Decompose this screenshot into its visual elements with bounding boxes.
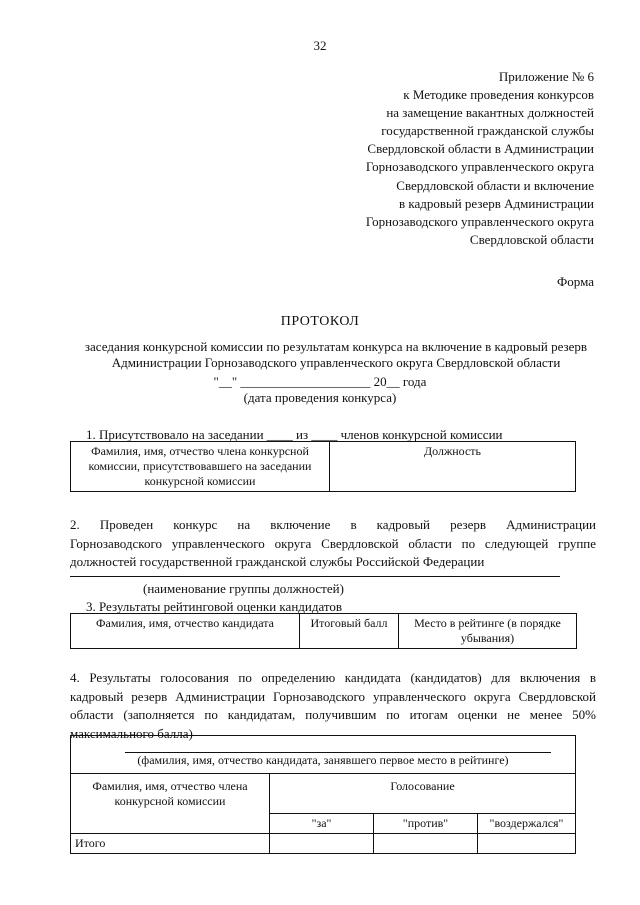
attendance-col-position: Должность xyxy=(330,442,576,492)
subtitle-line: Администрации Горнозаводского управленческого округа Свердловской области xyxy=(111,354,561,370)
section1-heading: 1. Присутствовало на заседании ____ из ____ членов конкурсной комиссии xyxy=(86,427,503,442)
attendance-table xyxy=(70,441,576,492)
section2-line: должностей государственной гражданской службы Российской Федерации xyxy=(70,554,485,569)
appendix-line: Приложение № 6 xyxy=(498,69,594,84)
voting-table xyxy=(70,735,576,854)
section3-heading: 3. Результаты рейтинговой оценки кандидатов xyxy=(86,599,343,614)
voting-col-header: Голосование xyxy=(270,774,576,814)
section4-line: области (заполняется по кандидатам, получившим по итогам оценки не менее 50% xyxy=(70,707,596,722)
rating-table xyxy=(70,613,577,649)
appendix-line: Свердловской области и включение xyxy=(396,177,594,193)
position-group-fill-line xyxy=(70,575,560,577)
candidate-caption: (фамилия, имя, отчество кандидата, занявшего первое место в рейтинге) xyxy=(137,753,509,767)
document-subtitle xyxy=(76,339,596,370)
vote-against-header: "против" xyxy=(374,814,478,834)
vote-for-header: "за" xyxy=(270,814,374,834)
date-field: "__" ____________________ 20__ года xyxy=(213,374,427,389)
section2-text xyxy=(70,516,596,572)
attendance-col-name: Фамилия, имя, отчество члена конкурсной комиссии, присутствовавшего на заседании конкурсной комиссии xyxy=(71,442,330,492)
section2-line: 2. Проведен конкурс на включение в кадровый резерв Администрации xyxy=(70,517,596,532)
section4-line: максимального балла) xyxy=(70,725,193,741)
appendix-line: Горнозаводского управленческого округа xyxy=(365,159,594,175)
form-label: Форма xyxy=(557,274,594,289)
appendix-header xyxy=(366,68,594,249)
appendix-line: Горнозаводского управленческого округа xyxy=(365,213,594,229)
appendix-line: Свердловской области в Администрации xyxy=(367,141,594,157)
subtitle-line: заседания конкурсной комиссии по результатам конкурса на включение в кадровый резерв xyxy=(84,339,588,354)
position-group-caption: (наименование группы должностей) xyxy=(143,581,344,596)
total-against xyxy=(374,834,478,854)
total-label: Итого xyxy=(71,834,270,854)
section4-line: 4. Результаты голосования по определению кандидата (кандидатов) для включения в xyxy=(70,670,596,685)
candidate-fill-line xyxy=(125,746,551,753)
section4-text xyxy=(70,669,596,743)
rating-col-name: Фамилия, имя, отчество кандидата xyxy=(71,614,300,649)
voting-col-member: Фамилия, имя, отчество члена конкурсной комиссии xyxy=(71,774,270,834)
vote-abstain-header: "воздержался" xyxy=(478,814,576,834)
candidate-row xyxy=(71,736,576,774)
appendix-line: Свердловской области xyxy=(469,231,594,247)
total-abstain xyxy=(478,834,576,854)
rating-col-rank: Место в рейтинге (в порядке убывания) xyxy=(399,614,577,649)
appendix-line: на замещение вакантных должностей xyxy=(386,105,594,121)
total-for xyxy=(270,834,374,854)
document-title: ПРОТОКОЛ xyxy=(280,314,360,329)
section4-line: кадровый резерв Администрации Горнозаводского управленческого округа Свердловской xyxy=(70,688,596,704)
date-caption: (дата проведения конкурса) xyxy=(243,390,397,405)
rating-col-score: Итоговый балл xyxy=(300,614,399,649)
page-number: 32 xyxy=(313,38,327,53)
appendix-line: к Методике проведения конкурсов xyxy=(403,87,594,103)
appendix-line: государственной гражданской службы xyxy=(381,123,594,139)
appendix-line: в кадровый резерв Администрации xyxy=(398,195,594,211)
section2-line: Горнозаводского управленческого округа Свердловской области по следующей группе xyxy=(70,535,596,551)
